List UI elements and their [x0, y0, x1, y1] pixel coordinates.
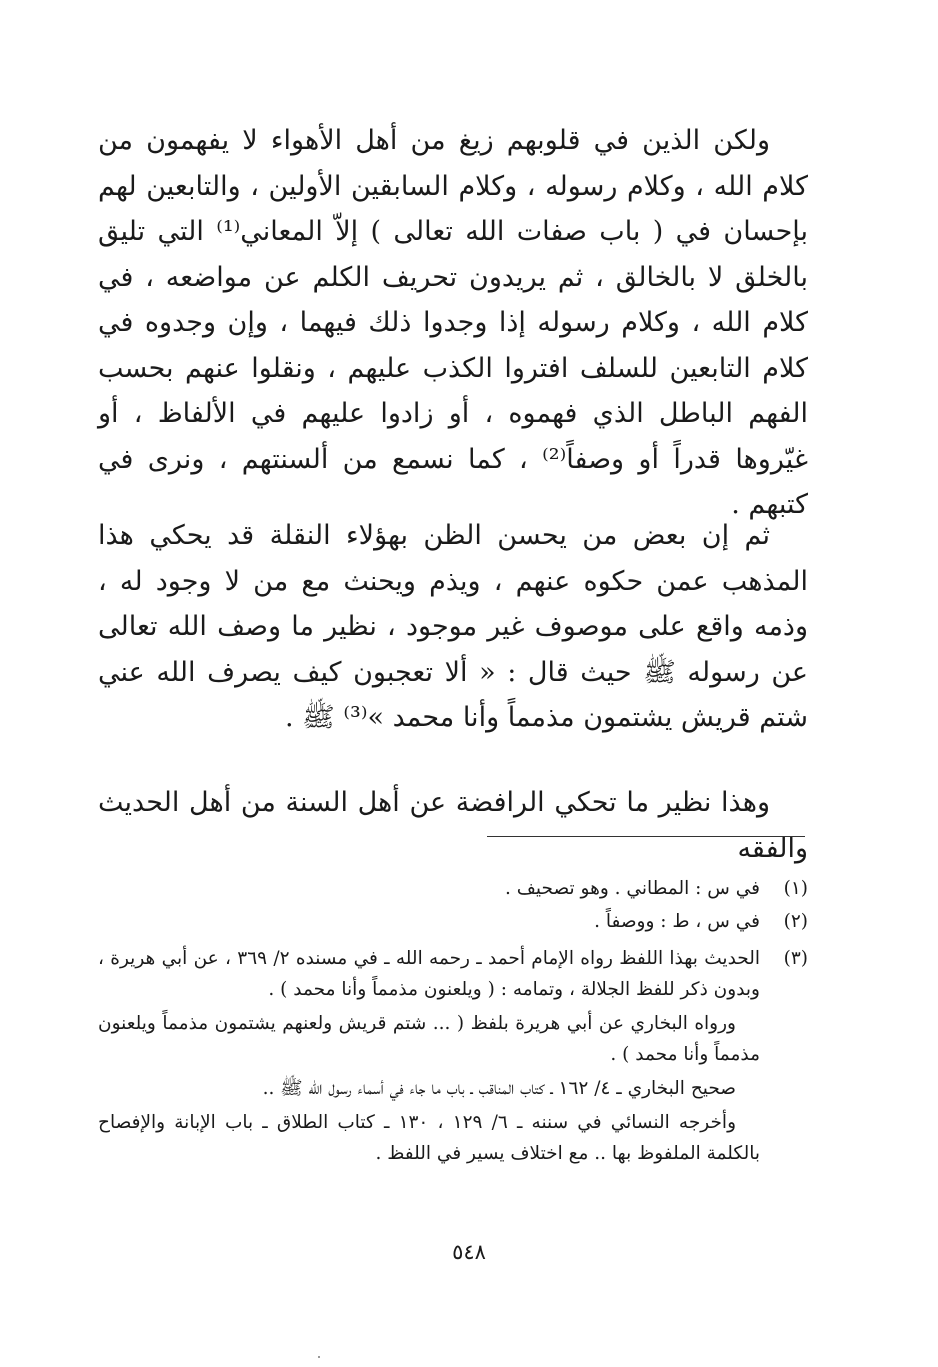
paragraph-1: ولكن الذين في قلوبهم زيغ من أهل الأهواء لا يفهمون من كلام الله ، وكلام رسوله ، وكلام السابقين الأولين ، والتابعين لهم بإحسان في ( باب صفات الله تعالى ) إلاّ المعاني⁽¹⁾ التي تليق بالخلق لا بالخالق ، ثم يريدون تحريف الكلم عن مواضعه ، في كلام الله ، وكلام رسوله إذا وجدوا ذلك فيهما ، وإن وجدوه في كلام التابعين للسلف افتروا الكذب عليهم ، ونقلوا عنهم بحسب الفهم الباطل الذي فهموه ، أو زادوا عليهم في الألفاظ ، أو غيّروها قدراً أو وصفاً⁽²⁾ ، كما نسمع من ألسنتهم ، ونرى في كتبهم . [98, 125, 808, 520]
paragraph-3: وهذا نظير ما تحكي الرافضة عن أهل السنة من أهل الحديث والفقه [98, 787, 808, 864]
footnote-number: (١) [783, 878, 808, 899]
footnote-number: (٣) [783, 948, 808, 969]
footnote-subtext: ورواه البخاري عن أبي هريرة بلفظ ( ... شتم قريش ولعنهم يشتمون مذمماً ويلعنون مذمماً وأنا محمد ) . [98, 1013, 760, 1065]
page-number: ٥٤٨ [452, 1240, 486, 1264]
footnote-text: الحديث بهذا اللفظ رواه الإمام أحمد ـ رحمه الله ـ في مسنده ٢/ ٣٦٩ ، عن أبي هريرة ، وبدون ذكر للفظ الجلالة ، وتمامه : ( ويلعنون مذمماً وأنا محمد ) . [98, 948, 760, 1000]
footnote-text: في س ، ط : ووصفاً . [594, 911, 760, 932]
footnote-number: (٢) [783, 911, 808, 932]
scan-speck [318, 1356, 320, 1358]
footnote-body [98, 943, 760, 1169]
footnote-text: في س : المطاني . وهو تصحيف . [505, 878, 760, 899]
footnote-2 [98, 906, 808, 937]
paragraph-2: ثم إن بعض من يحسن الظن بهؤلاء النقلة قد يحكي هذا المذهب عمن حكوه عنهم ، ويذم ويحنث مع من لا وجود له ، وذمه واقع على موصوف غير موجود ، نظير ما وصف الله تعالى عن رسوله ﷺ حيث قال : « ألا تعجبون كيف يصرف الله عني شتم قريش يشتمون مذمماً وأنا محمد »⁽³⁾ ﷺ . [98, 520, 808, 733]
footnote-3 [98, 943, 808, 1169]
footnote-1 [98, 873, 808, 904]
footnote-subtext: صحيح البخاري ـ ٤/ ١٦٢ ـ كتاب المناقب ـ باب ما جاء في أسماء رسول الله ﷺ .. [262, 1078, 736, 1099]
footnote-separator [487, 836, 805, 837]
footnote-subtext: وأخرجه النسائي في سننه ـ ٦/ ١٢٩ ، ١٣٠ ـ كتاب الطلاق ـ باب الإبانة والإفصاح بالكلمة الملفوظ بها .. مع اختلاف يسير في اللفظ . [98, 1112, 760, 1164]
